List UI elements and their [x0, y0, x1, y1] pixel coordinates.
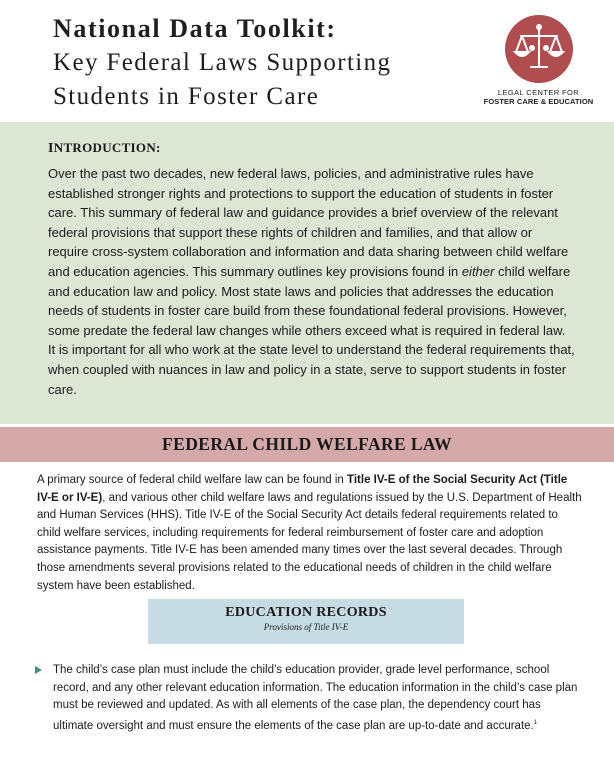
list-item	[35, 662, 583, 735]
title-line-1: National Data Toolkit:	[53, 14, 337, 43]
education-records-box	[148, 599, 464, 644]
introduction-paragraph: Over the past two decades, new federal laws, policies, and administrative rules have established stronger rights and protections to support the education of students in foster care. This summary of federal law and guidance provides a brief overview of the relevant federal provisions that support these rights of children and families, and that allow or require cross-system collaboration and information and data sharing between child welfare and education agencies. This summary outlines key provisions found in either child welfare and education law and policy. Most state laws and policies that addresses the education needs of students in foster care build from these foundational federal provisions. However, some predate the federal law changes while others exceed what is required in federal law. It is important for all who work at the state level to understand the federal requirements that, when coupled with nuances in law and policy in a state, serve to support students in foster care.	[48, 166, 575, 397]
title-line-3: Students in Foster Care	[53, 83, 320, 110]
introduction-heading: INTRODUCTION:	[48, 140, 161, 156]
scales-of-justice-icon	[504, 14, 574, 84]
logo-text-line-1: LEGAL CENTER FOR	[497, 88, 580, 97]
triangle-bullet-icon	[35, 666, 42, 674]
section-heading: FEDERAL CHILD WELFARE LAW	[0, 427, 614, 462]
list-item-text: The child’s case plan must include the child’s education provider, grade level performance, school record, and any other relevant education information. The education information in the child’s case plan must be reviewed and updated. As with all elements of the case plan, the dependency court has ultimate oversight and must ensure the elements of the case plan are up-to-date and accurate.$^1$	[53, 664, 578, 732]
organization-logo	[476, 14, 601, 110]
introduction-box	[0, 122, 614, 424]
footnote-reference[interactable]: 1	[533, 719, 538, 726]
title-line-2: Key Federal Laws Supporting	[53, 49, 392, 76]
education-records-subtitle: Provisions of Title IV-E	[263, 622, 349, 632]
education-records-title: EDUCATION RECORDS	[225, 605, 387, 620]
document-title	[53, 12, 453, 114]
section-paragraph: A primary source of federal child welfare law can be found in Title IV-E of the Social Security Act (Title IV-E or IV-E), and various other child welfare laws and regulations issued by the U.S. Department of Health and Human Services (HHS). Title IV-E of the Social Security Act details federal requirements related to child welfare services, including requirements for federal reimbursement of foster care and adoption assistance payments. Title IV-E has been amended many times over the last several decades. Through those amendments several provisions related to the educational needs of children in the child welfare system have been established.	[37, 474, 582, 592]
logo-text-line-2: FOSTER CARE & EDUCATION	[483, 97, 594, 106]
